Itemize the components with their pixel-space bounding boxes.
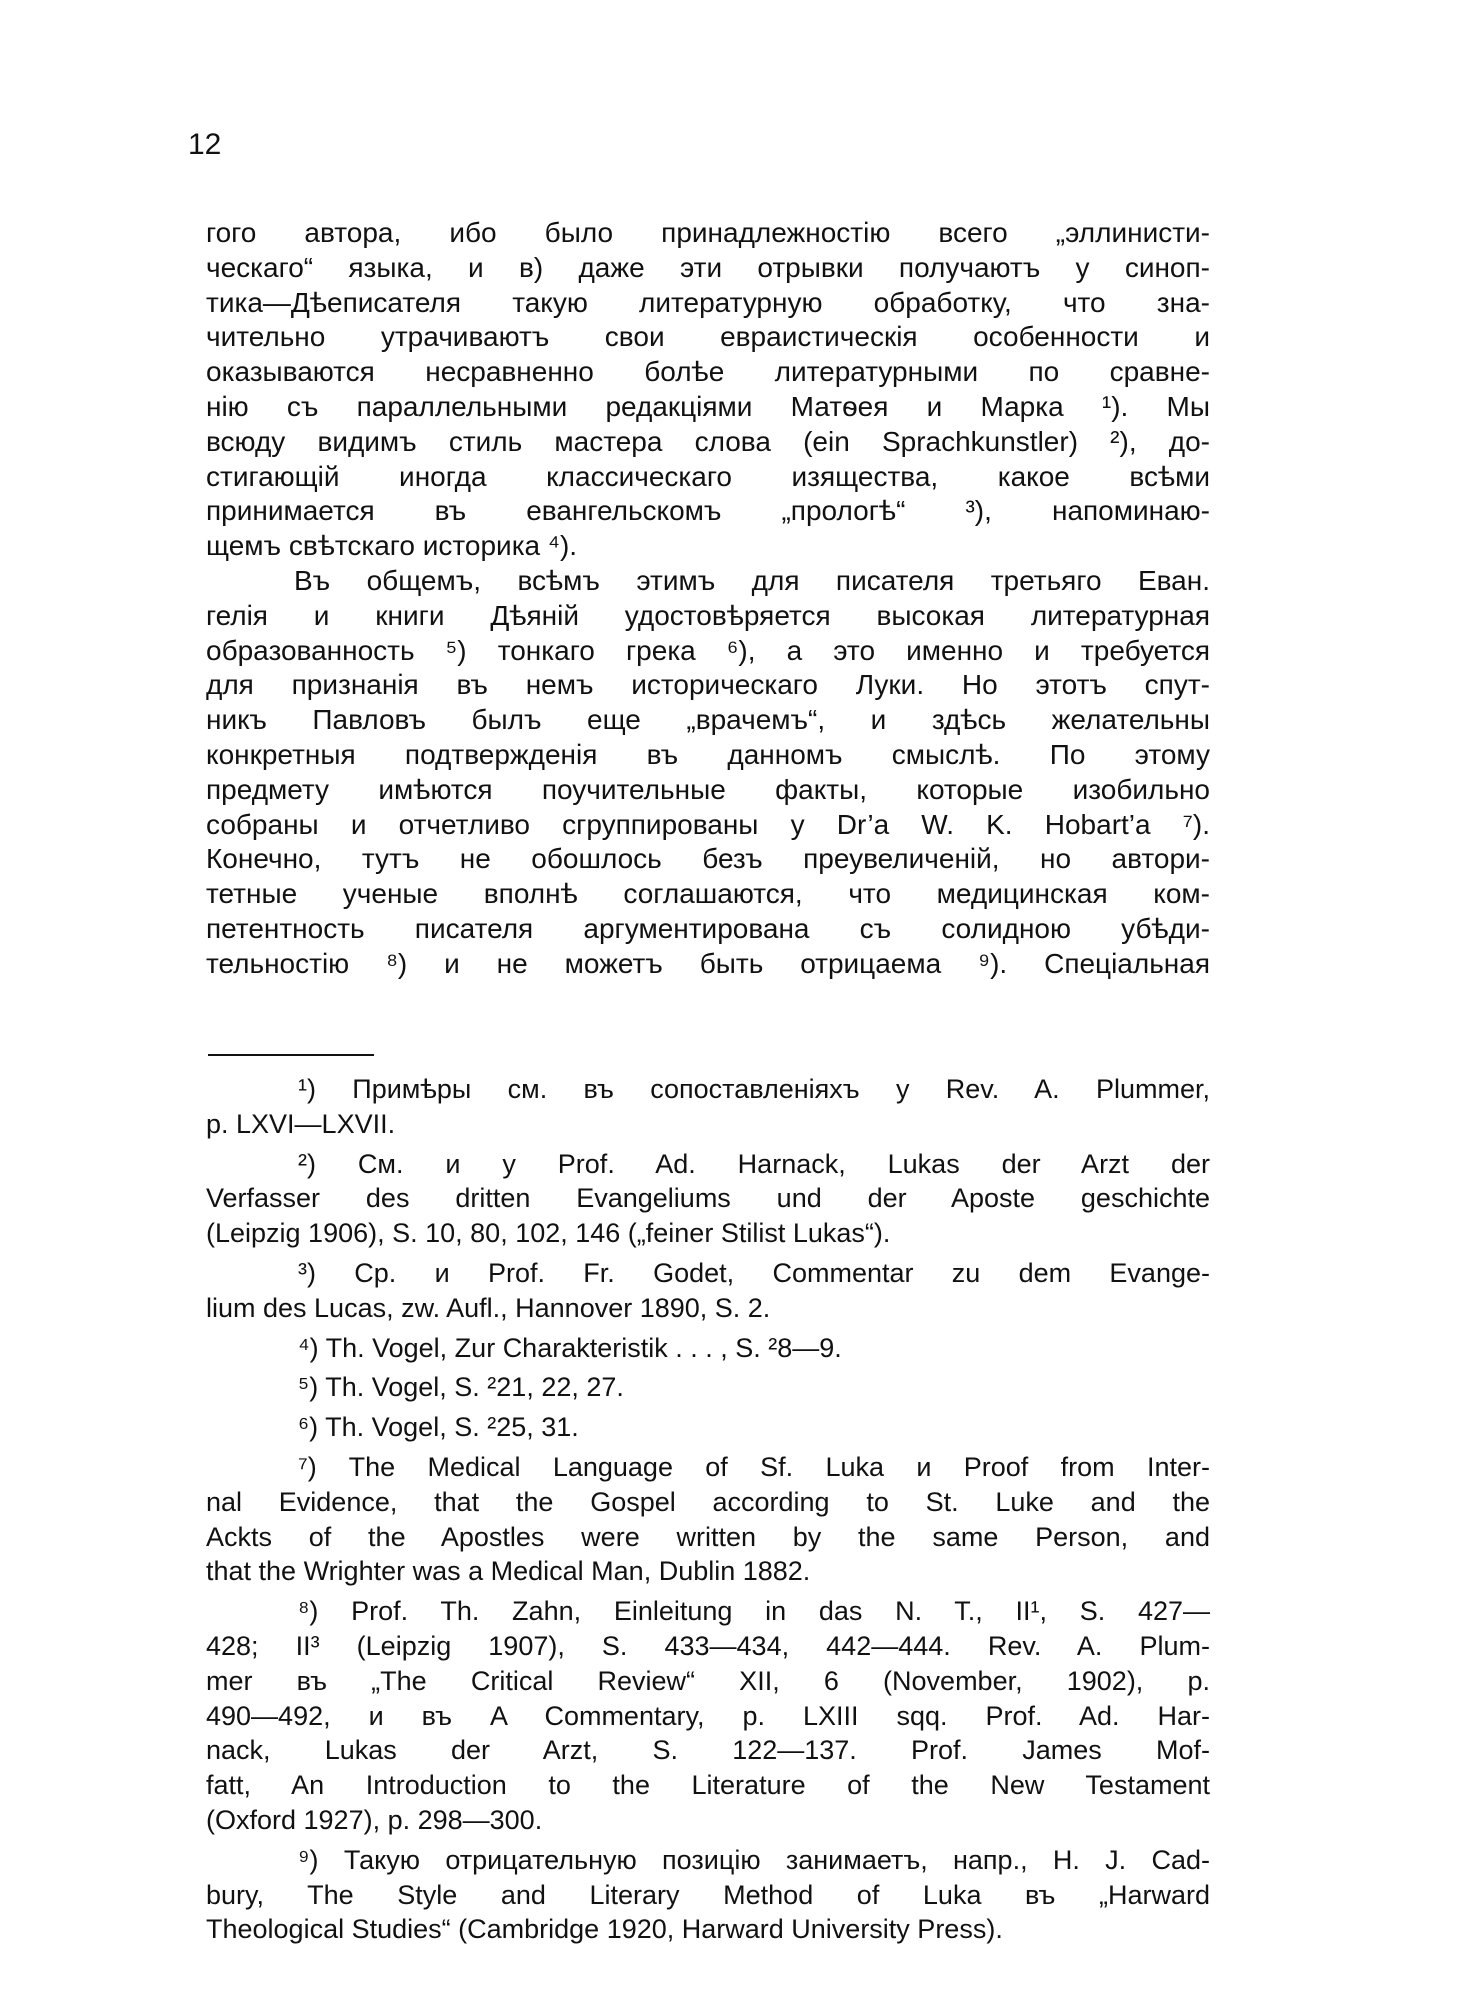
footnote-line: mer въ „The Critical Review“ XII, 6 (November, 1902), p. bbox=[206, 1665, 1210, 1696]
text-line: оказываются несравненно болѣе литературными по сравне- bbox=[206, 356, 1210, 388]
footnote-line: that the Wrighter was a Medical Man, Dublin 1882. bbox=[206, 1556, 811, 1587]
footnote-8 bbox=[206, 1594, 1210, 1838]
page-number: 12 bbox=[188, 128, 222, 161]
text-line: Конечно, тутъ не обошлось безъ преувеличеній, но автори- bbox=[206, 843, 1210, 875]
text-line: образованность ⁵) тонкаго грека ⁶), а это именно и требуется bbox=[206, 634, 1210, 666]
footnote-1 bbox=[206, 1072, 1210, 1142]
footnote-line: ⁶) Th. Vogel, S. ²25, 31. bbox=[298, 1412, 579, 1443]
footnote-line: (Leipzig 1906), S. 10, 80, 102, 146 („feiner Stilist Lukas“). bbox=[206, 1218, 891, 1249]
text-line: стигающій иногда классическаго изящества, какое всѣми bbox=[206, 460, 1210, 492]
text-line: конкретныя подтвержденія въ данномъ смыслѣ. По этому bbox=[206, 738, 1210, 770]
footnote-line: p. LXVI—LXVII. bbox=[206, 1108, 396, 1139]
text-line: всюду видимъ стиль мастера слова (ein Sprachkunstler) ²), до- bbox=[206, 425, 1210, 457]
footnote-2 bbox=[206, 1147, 1210, 1251]
text-line: гого автора, ибо было принадлежностію всего „эллинисти- bbox=[206, 217, 1210, 248]
text-line: нію съ параллельными редакціями Матѳея и Марка ¹). Мы bbox=[206, 390, 1210, 422]
footnote-line: fatt, An Introduction to the Literature of the New Testament bbox=[206, 1770, 1210, 1801]
text-line: ческаго“ языка, и в) даже эти отрывки получаютъ у синоп- bbox=[206, 251, 1210, 283]
text-line: собраны и отчетливо сгруппированы у Dr’a W. K. Hobart’a ⁷). bbox=[206, 808, 1210, 840]
footnote-line: Ackts of the Apostles were written by the same Person, and bbox=[206, 1521, 1210, 1552]
text-line: принимается въ евангельскомъ „прологѣ“ ³), напоминаю- bbox=[206, 495, 1210, 527]
text-line: никъ Павловъ былъ еще „врачемъ“, и здѣсь желательны bbox=[206, 704, 1210, 736]
text-line: чительно утрачиваютъ свои евраистическія особенности и bbox=[206, 321, 1210, 353]
text-line: предмету имѣются поучительные факты, которые изобильно bbox=[206, 773, 1210, 805]
footnote-line: bury, The Style and Literary Method of Luka въ „Harward bbox=[206, 1879, 1210, 1910]
text-line: гелія и книги Дѣяній удостовѣряется высокая литературная bbox=[206, 599, 1210, 631]
footnote-6 bbox=[206, 1410, 1210, 1445]
footnote-line: Theological Studies“ (Cambridge 1920, Harward University Press). bbox=[206, 1914, 1003, 1945]
footnote-line: ⁴) Th. Vogel, Zur Charakteristik . . . , S. ²8—9. bbox=[298, 1332, 842, 1363]
footnote-line: ²) См. и у Prof. Ad. Harnack, Lukas der Arzt der bbox=[298, 1148, 1210, 1179]
footnote-line: ¹) Примѣры см. въ сопоставленіяхъ у Rev. A. Plummer, bbox=[298, 1074, 1210, 1104]
footnote-line: nal Evidence, that the Gospel according to St. Luke and the bbox=[206, 1486, 1210, 1517]
text-line: тетные ученые вполнѣ соглашаются, что медицинская ком- bbox=[206, 878, 1210, 910]
footnote-line: ⁵) Th. Vogel, S. ²21, 22, 27. bbox=[298, 1372, 624, 1403]
text-line: Въ общемъ, всѣмъ этимъ для писателя третьяго Еван. bbox=[294, 564, 1210, 596]
text-line: петентность писателя аргументирована съ солидною убѣди- bbox=[206, 912, 1210, 944]
footnote-5 bbox=[206, 1370, 1210, 1405]
footnote-line: 428; II³ (Leipzig 1907), S. 433—434, 442—444. Rev. A. Plum- bbox=[206, 1630, 1210, 1661]
main-text bbox=[206, 216, 1210, 982]
footnote-4 bbox=[206, 1331, 1210, 1366]
footnote-line: ⁷) The Medical Language of Sf. Luka и Proof from Inter- bbox=[298, 1451, 1210, 1482]
footnote-separator bbox=[208, 1054, 374, 1056]
footnotes bbox=[206, 1072, 1210, 1952]
footnote-line: Verfasser des dritten Evangeliums und der Aposte geschichte bbox=[206, 1183, 1210, 1214]
footnote-line: lium des Lucas, zw. Aufl., Hannover 1890, S. 2. bbox=[206, 1292, 771, 1323]
footnote-3 bbox=[206, 1256, 1210, 1326]
footnote-9 bbox=[206, 1843, 1210, 1947]
text-line: тика—Дѣеписателя такую литературную обработку, что зна- bbox=[206, 286, 1210, 318]
text-line: тельностію ⁸) и не можетъ быть отрицаема ⁹). Спеціальная bbox=[206, 947, 1210, 979]
footnote-line: ³) Ср. и Prof. Fr. Godet, Commentar zu dem Evange- bbox=[298, 1257, 1210, 1288]
footnote-line: (Oxford 1927), p. 298—300. bbox=[206, 1804, 543, 1835]
footnote-line: 490—492, и въ A Commentary, p. LXIII sqq. Prof. Ad. Har- bbox=[206, 1700, 1210, 1731]
footnote-line: nack, Lukas der Arzt, S. 122—137. Prof. James Mof- bbox=[206, 1735, 1210, 1766]
footnote-line: ⁸) Prof. Th. Zahn, Einleitung in das N. T., II¹, S. 427— bbox=[298, 1596, 1210, 1627]
text-line: для признанія въ немъ историческаго Луки. Но этотъ спут- bbox=[206, 669, 1210, 701]
footnote-line: ⁹) Такую отрицательную позицію занимаетъ, напр., H. J. Cad- bbox=[298, 1844, 1210, 1875]
footnote-7 bbox=[206, 1450, 1210, 1589]
text-line: щемъ свѣтскаго историка ⁴). bbox=[206, 530, 578, 562]
